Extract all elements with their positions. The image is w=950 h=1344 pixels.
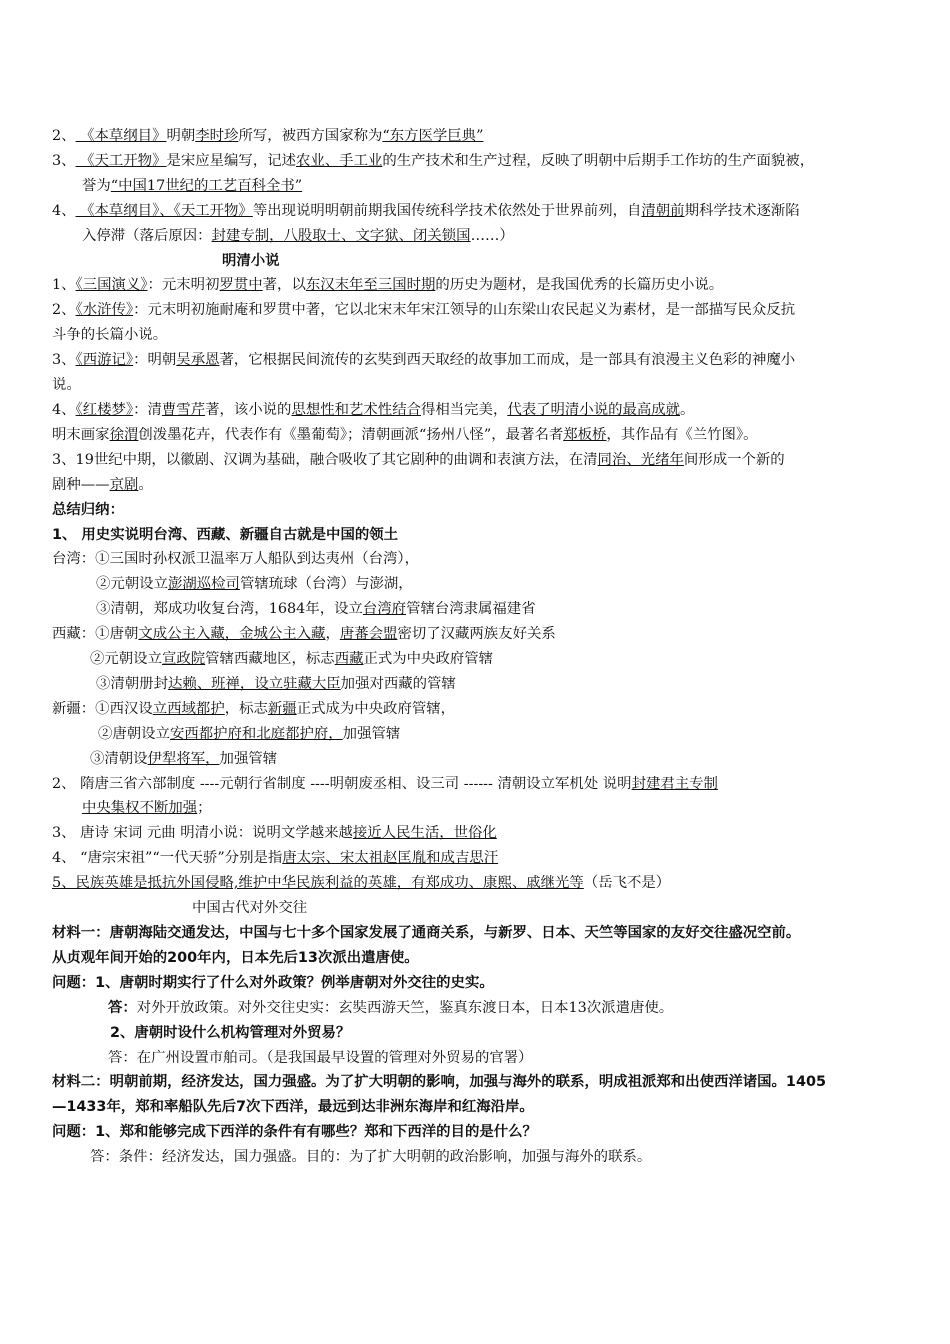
text-line xyxy=(52,846,902,871)
text-line xyxy=(52,1070,902,1095)
text-segment: 3、19世纪中期，以徽剧、汉调为基础，融合吸收了其它剧种的曲调和表演方法，在清 xyxy=(52,451,598,468)
text-segment: 加强管辖 xyxy=(219,750,278,767)
underlined-text: 接近人民生活，世俗化 xyxy=(352,825,497,842)
underlined-text: “中国17世纪的工艺百科全书” xyxy=(110,177,303,194)
text-segment: 正式为中央政府管辖 xyxy=(363,651,494,668)
underlined-text: 《水浒传》 xyxy=(75,302,134,319)
text-segment: 密切了汉藏两族友好关系 xyxy=(397,626,556,643)
underlined-text: 同治、光绪年 xyxy=(597,451,684,468)
text-segment: 著，以 xyxy=(262,277,306,294)
text-segment: 是宋应星编写，记述 xyxy=(166,152,296,169)
text-segment: 创泼墨花卉，代表作有《墨葡萄》；清朝画派“扬州八怪”，最著名者 xyxy=(138,426,564,443)
underlined-text: 西藏 xyxy=(334,651,364,668)
text-line xyxy=(52,199,902,224)
underlined-text: 宣政院 xyxy=(161,651,206,668)
underlined-text: 《西游记》 xyxy=(75,352,134,369)
text-segment: ②元朝设立 xyxy=(96,576,168,593)
underlined-text: 代表了明清小说的最高成就 xyxy=(507,401,681,418)
text-line xyxy=(52,572,902,597)
underlined-text: 唐太宗、宋太祖赵匡胤和成吉思汗 xyxy=(282,850,499,867)
text-line xyxy=(52,672,902,697)
text-line xyxy=(52,722,902,747)
text-segment: 台湾：①三国时孙权派卫温率万人船队到达夷州（台湾）， xyxy=(52,551,419,568)
text-segment: 问题：1、郑和能够完成下西洋的条件有有哪些？郑和下西洋的目的是什么？ xyxy=(52,1124,537,1141)
text-segment: 明清小说 xyxy=(222,252,280,269)
underlined-text: 文成公主入藏，金城公主入藏 xyxy=(138,626,326,643)
text-segment: 3、 唐诗 宋词 元曲 明清小说：说明文学越来越 xyxy=(52,825,353,842)
text-segment: 得相当完美， xyxy=(420,401,508,418)
text-line xyxy=(52,448,902,473)
underlined-text: 达赖、班禅，设立驻藏大臣 xyxy=(167,675,341,692)
text-segment: 明朝 xyxy=(166,128,196,144)
text-segment: ，其作品有《兰竹图》。 xyxy=(606,426,758,443)
text-segment: 等出现说明明朝前期我国传统科学技术依然处于世界前列，自 xyxy=(252,202,642,219)
text-line xyxy=(52,398,902,423)
underlined-text: 徐渭 xyxy=(109,426,139,443)
text-segment: ③清朝，郑成功收复台湾，1684年，设立 xyxy=(96,601,363,618)
underlined-text: 台湾府 xyxy=(362,601,407,618)
text-segment: 说。 xyxy=(52,377,81,394)
text-segment: 加强管辖 xyxy=(342,725,401,742)
text-segment: ③清朝册封 xyxy=(96,675,168,692)
underlined-text: 吴承恩 xyxy=(176,352,220,369)
text-segment: 。 xyxy=(680,401,695,418)
text-segment: ， xyxy=(325,626,340,643)
text-line xyxy=(52,821,902,846)
text-line xyxy=(52,1046,902,1071)
text-segment: 明末画家 xyxy=(52,426,110,443)
underlined-text: 《红楼梦》 xyxy=(75,401,134,418)
text-line xyxy=(52,622,902,647)
text-segment: 4、 xyxy=(52,401,76,418)
text-line xyxy=(52,1021,902,1046)
underlined-text: 京剧 xyxy=(109,476,139,493)
text-line xyxy=(52,174,902,199)
underlined-text: 新疆 xyxy=(267,700,297,717)
text-line xyxy=(52,224,902,249)
text-segment: 答： xyxy=(108,998,137,1016)
text-segment: —1433年，郑和率船队先后7次下西洋，最远到达非洲东海岸和红海沿岸。 xyxy=(52,1099,534,1116)
text-line xyxy=(52,647,902,672)
underlined-text: 东汉末年至三国时期 xyxy=(305,277,436,294)
underlined-text: 澎湖巡检司 xyxy=(167,576,240,593)
text-line xyxy=(52,921,902,946)
text-segment: 期科学技术逐渐陷 xyxy=(684,202,800,219)
text-line xyxy=(52,597,902,622)
text-line xyxy=(52,946,902,971)
underlined-text: “东方医学巨典” xyxy=(382,128,484,144)
text-line xyxy=(52,697,902,722)
text-line xyxy=(52,273,902,298)
text-segment: 3、 xyxy=(52,352,76,369)
text-segment: 的历史为题材，是我国优秀的长篇历史小说。 xyxy=(435,277,724,294)
text-line xyxy=(52,498,902,523)
text-segment: 著，它根据民间流传的玄奘到西天取经的故事加工而成，是一部具有浪漫主义色彩的神魔小 xyxy=(219,352,796,369)
underlined-text: 《天工开物》 xyxy=(75,152,167,169)
text-line xyxy=(52,423,902,448)
underlined-text: 《三国演义》 xyxy=(75,277,148,294)
underlined-text: 伊犁将军， xyxy=(147,750,220,767)
text-segment: 对外开放政策。对外交往史实：玄奘西游天竺，鉴真东渡日本，日本13次派遣唐使。 xyxy=(136,999,674,1016)
text-segment: ②唐朝设立 xyxy=(98,725,170,742)
text-line xyxy=(52,547,902,572)
text-segment: 斗争的长篇小说。 xyxy=(52,327,168,344)
text-segment: 从贞观年间开始的200年内，日本先后13次派出遣唐使。 xyxy=(52,949,419,966)
text-line xyxy=(52,1145,902,1170)
text-segment: 2、 xyxy=(52,128,76,144)
text-line xyxy=(52,473,902,498)
underlined-text: 安西都护府和北庭都护府， xyxy=(169,725,343,742)
text-segment: 所写，被西方国家称为 xyxy=(238,128,383,144)
text-line xyxy=(52,996,902,1021)
text-segment: 的生产技术和生产过程，反映了明朝中后期手工作坊的生产面貌被， xyxy=(382,152,815,169)
text-segment: ：元末明初施耐庵和罗贯中著，它以北宋末年宋江领导的山东梁山农民起义为素材，是一部描写民众反抗 xyxy=(133,302,796,319)
text-line xyxy=(52,149,902,174)
underlined-text: 《本草纲目》 xyxy=(75,128,167,144)
text-line xyxy=(52,971,902,996)
underlined-text: 立西域都护 xyxy=(152,700,225,717)
underlined-text: 清朝前 xyxy=(641,202,685,219)
text-segment: 间形成一个新的 xyxy=(683,451,785,468)
text-line xyxy=(52,124,902,149)
text-segment: 1、 用史实说明台湾、西藏、新疆自古就是中国的领土 xyxy=(52,526,399,543)
underlined-text: 《本草纲目》、《天工开物》 xyxy=(75,202,253,219)
text-segment: 2、唐朝时设什么机构管理对外贸易？ xyxy=(110,1024,351,1041)
text-line xyxy=(52,323,902,348)
underlined-text: 罗贯中 xyxy=(219,277,263,294)
text-segment: ……） xyxy=(470,227,514,244)
underlined-text: 曹雪芹 xyxy=(161,401,206,418)
document-body xyxy=(52,124,902,1170)
text-segment: 西藏：①唐朝 xyxy=(52,626,139,643)
underlined-text: 封建专制，八股取士、文字狱、闭关锁国 xyxy=(211,227,471,244)
text-segment: 入停滞（落后原因： xyxy=(82,227,212,244)
text-segment: 3、 xyxy=(52,152,76,169)
underlined-text: 思想性和艺术性结合 xyxy=(291,401,421,418)
text-line xyxy=(52,1120,902,1145)
underlined-text: 李时珍 xyxy=(195,128,239,144)
text-segment: 管辖西藏地区，标志 xyxy=(205,651,335,668)
text-line xyxy=(52,896,902,921)
underlined-text: 农业、手工业 xyxy=(296,152,383,169)
text-segment: 管辖台湾隶属福建省 xyxy=(406,601,536,618)
text-line xyxy=(52,772,902,797)
text-line xyxy=(52,373,902,398)
text-line xyxy=(52,348,902,373)
text-segment: 誉为 xyxy=(82,177,111,194)
text-line xyxy=(52,523,902,548)
text-segment: 2、 xyxy=(52,302,76,319)
text-segment: 1、 xyxy=(52,277,76,294)
text-segment: （岳飞不是） xyxy=(583,875,671,892)
text-segment: 著，该小说的 xyxy=(205,401,292,418)
text-segment: ②元朝设立 xyxy=(90,651,162,668)
text-line xyxy=(52,871,902,896)
text-line xyxy=(52,1095,902,1120)
text-segment: 正式成为中央政府管辖， xyxy=(296,700,456,717)
text-line xyxy=(52,796,902,821)
text-line xyxy=(52,298,902,323)
text-segment: ； xyxy=(197,800,212,817)
text-segment: 4、 “唐宗宋祖”“一代天骄”分别是指 xyxy=(52,850,283,867)
text-segment: ：明朝 xyxy=(133,352,177,369)
text-segment: 剧种—— xyxy=(52,476,110,493)
underlined-text: 郑板桥 xyxy=(563,426,607,443)
text-segment: ：清 xyxy=(133,401,162,418)
text-segment: 4、 xyxy=(52,202,76,219)
text-segment: 材料一：唐朝海陆交通发达，中国与七十多个国家发展了通商关系，与新罗、日本、天竺等国家的友好交往盛况空前。 xyxy=(52,925,801,941)
underlined-text: 中央集权不断加强 xyxy=(82,800,198,817)
text-segment: ，标志 xyxy=(224,700,268,717)
underlined-text: 唐蕃会盟 xyxy=(339,626,398,643)
text-segment: 管辖琉球（台湾）与澎湖， xyxy=(239,576,413,593)
text-segment: ：元末明初 xyxy=(147,277,220,294)
text-segment: 答：条件：经济发达，国力强盛。目的：为了扩大明朝的政治影响，加强与海外的联系。 xyxy=(90,1149,652,1166)
text-segment: 问题：1、唐朝时期实行了什么对外政策？例举唐朝对外交往的史实。 xyxy=(52,974,494,991)
text-segment: 中国古代对外交往 xyxy=(192,900,308,917)
underlined-text: 5、民族英雄是抵抗外国侵略,维护中华民族利益的英雄，有郑成功、康熙、戚继光等 xyxy=(52,875,584,892)
text-segment: 加强对西藏的管辖 xyxy=(340,675,456,692)
text-segment: 答：在广州设置市舶司。（是我国最早设置的管理对外贸易的官署） xyxy=(108,1049,533,1066)
text-line xyxy=(52,249,902,274)
text-segment: 材料二：明朝前期，经济发达，国力强盛。为了扩大明朝的影响，加强与海外的联系，明成祖派郑和出使西洋诸国。1405 xyxy=(52,1074,826,1091)
text-segment: 。 xyxy=(138,476,153,493)
text-segment: 2、 隋唐三省六部制度 ----元朝行省制度 ----明朝废丞相、设三司 ------ 清朝设立军机处 说明 xyxy=(52,775,632,792)
text-segment: 总结归纳： xyxy=(52,501,124,518)
text-line xyxy=(52,747,902,772)
underlined-text: 封建君主专制 xyxy=(631,775,718,792)
text-segment: 新疆：①西汉设 xyxy=(52,700,153,717)
text-segment: ③清朝设 xyxy=(90,750,148,767)
